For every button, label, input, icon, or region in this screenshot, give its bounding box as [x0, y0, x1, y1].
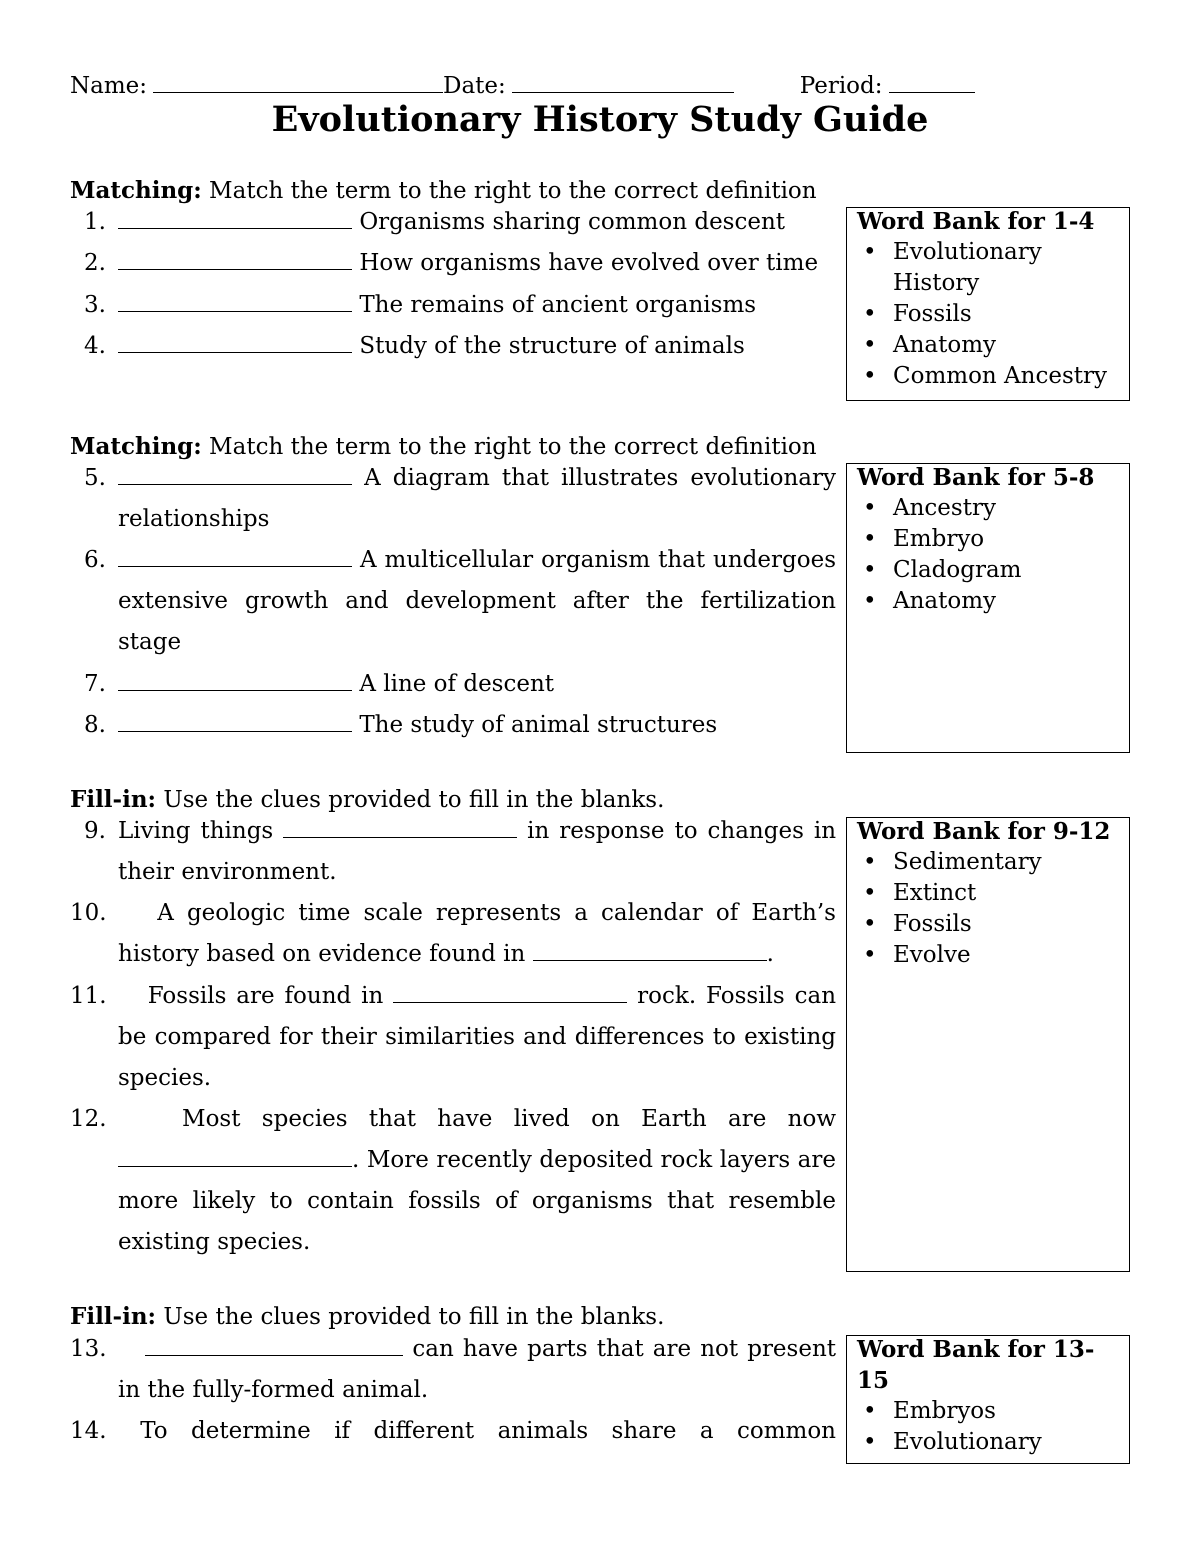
question-text: A geologic time scale represents a calendar of Earth’s history based on evidence found in	[118, 900, 836, 967]
word-bank-item: • Fossils	[857, 299, 1119, 330]
question-text: Living things	[118, 818, 274, 844]
question-text: To determine if different animals share a common	[140, 1418, 836, 1444]
answer-blank[interactable]	[118, 464, 352, 485]
question-6	[70, 540, 836, 663]
answer-blank[interactable]	[145, 1335, 403, 1356]
answer-blank[interactable]	[118, 711, 352, 732]
question-number: 13.	[70, 1336, 107, 1362]
question-text: How organisms have evolved over time	[359, 250, 819, 276]
question-number: 1.	[84, 209, 106, 235]
answer-blank[interactable]	[118, 249, 352, 270]
answer-blank[interactable]	[283, 817, 517, 838]
section-label: Fill-in:	[70, 1303, 157, 1330]
question-text: Study of the structure of animals	[359, 333, 745, 359]
section-instruction: Use the clues provided to fill in the blanks.	[156, 787, 665, 813]
word-bank-title: Word Bank for 13-15	[857, 1336, 1095, 1394]
question-text: Organisms sharing common descent	[359, 209, 786, 235]
question-number: 7.	[84, 671, 106, 697]
question-number: 8.	[84, 712, 106, 738]
question-number: 9.	[84, 818, 106, 844]
question-text: The remains of ancient organisms	[359, 292, 757, 318]
word-bank-2	[846, 463, 1130, 753]
name-label: Name:	[70, 73, 148, 99]
question-text: can have parts that are not present in the fully-formed animal.	[118, 1336, 837, 1403]
question-text: . More recently deposited rock layers are more likely to contain fossils of organisms that resemble existing species.	[118, 1147, 836, 1255]
question-12	[70, 1099, 836, 1263]
question-text: The study of animal structures	[359, 712, 718, 738]
question-8	[70, 705, 836, 746]
question-number: 4.	[84, 333, 106, 359]
section-label: Matching:	[70, 177, 202, 204]
section-label: Matching:	[70, 433, 202, 460]
period-field[interactable]	[889, 70, 975, 93]
question-number: 12.	[70, 1106, 107, 1132]
word-bank-item: • Anatomy	[857, 330, 1119, 361]
date-label: Date:	[443, 73, 506, 99]
question-4	[70, 326, 836, 367]
question-text: rock. Fossils can be compared for their similarities and differences to existing species.	[118, 983, 837, 1091]
question-text: in response to changes in their environment.	[118, 818, 837, 885]
question-text: Fossils are found in	[147, 983, 384, 1009]
answer-blank[interactable]	[118, 291, 352, 312]
word-bank-item: • Anatomy	[857, 586, 1119, 617]
word-bank-item: • Embryo	[857, 524, 1119, 555]
question-1	[70, 202, 836, 243]
question-11	[70, 976, 836, 1099]
section-label: Fill-in:	[70, 786, 157, 813]
question-2	[70, 243, 836, 284]
section-4-heading	[70, 1302, 870, 1332]
question-number: 3.	[84, 292, 106, 318]
section-instruction: Use the clues provided to fill in the blanks.	[156, 1304, 665, 1330]
question-3	[70, 285, 836, 326]
word-bank-item: • Cladogram	[857, 555, 1119, 586]
word-bank-item: • Extinct	[857, 878, 1119, 909]
section-instruction: Match the term to the right to the correct definition	[201, 434, 817, 460]
word-bank-item: • Evolve	[857, 940, 1119, 971]
question-text: A line of descent	[359, 671, 555, 697]
question-14	[70, 1411, 836, 1452]
word-bank-item: • Evolutionary	[857, 1427, 1119, 1458]
student-info-line	[70, 70, 1000, 100]
period-label: Period:	[799, 73, 883, 99]
answer-blank[interactable]	[118, 1146, 352, 1167]
word-bank-item: • Fossils	[857, 909, 1119, 940]
question-5	[70, 458, 836, 540]
question-number: 10.	[70, 900, 107, 926]
word-bank-4	[846, 1335, 1130, 1464]
question-text: .	[766, 941, 774, 967]
page-title: Evolutionary History Study Guide	[271, 99, 929, 140]
name-field[interactable]	[153, 70, 443, 93]
answer-blank[interactable]	[118, 546, 352, 567]
answer-blank[interactable]	[533, 940, 767, 961]
question-text: A diagram that illustrates evolutionary relationships	[118, 465, 836, 532]
word-bank-1	[846, 207, 1130, 401]
question-text: Most species that have lived on Earth are now	[182, 1106, 837, 1132]
question-13	[70, 1329, 836, 1411]
question-7	[70, 664, 836, 705]
answer-blank[interactable]	[118, 208, 352, 229]
word-bank-item: • Ancestry	[857, 493, 1119, 524]
question-number: 11.	[70, 983, 107, 1009]
date-field[interactable]	[512, 70, 734, 93]
question-number: 2.	[84, 250, 106, 276]
answer-blank[interactable]	[393, 982, 627, 1003]
question-10	[70, 893, 836, 975]
question-number: 14.	[70, 1418, 107, 1444]
word-bank-title: Word Bank for 1-4	[857, 208, 1095, 235]
word-bank-3	[846, 817, 1130, 1272]
question-number: 5.	[84, 465, 106, 491]
answer-blank[interactable]	[118, 670, 352, 691]
question-text: A multicellular organism that undergoes extensive growth and development after the fertilization stage	[118, 547, 836, 655]
word-bank-item: • Embryos	[857, 1396, 1119, 1427]
word-bank-item: • Common Ancestry	[857, 361, 1119, 392]
word-bank-item: • Evolutionary History	[857, 237, 1119, 299]
word-bank-title: Word Bank for 9-12	[857, 818, 1111, 845]
question-9	[70, 811, 836, 893]
answer-blank[interactable]	[118, 332, 352, 353]
question-number: 6.	[84, 547, 106, 573]
word-bank-title: Word Bank for 5-8	[857, 464, 1095, 491]
section-instruction: Match the term to the right to the correct definition	[201, 178, 817, 204]
word-bank-item: • Sedimentary	[857, 847, 1119, 878]
